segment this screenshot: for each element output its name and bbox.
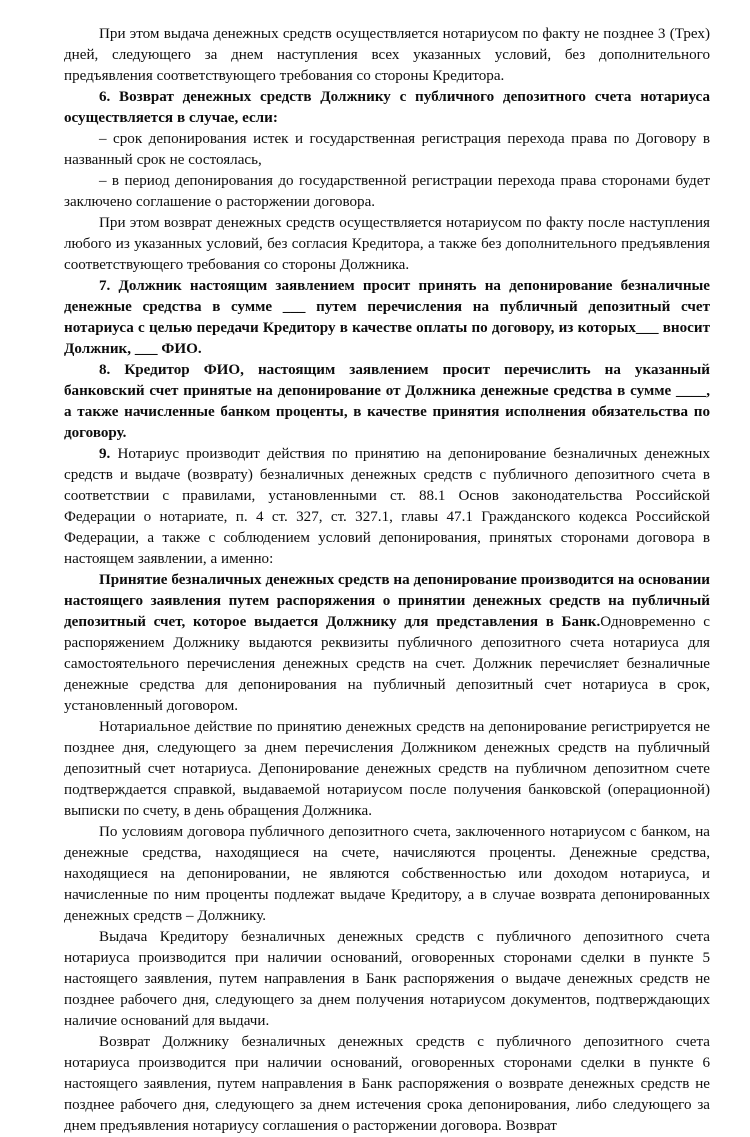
- p-6-heading-run-0: 6. Возврат денежных средств Должнику с публичного депозитного счета нотариуса осуществляется в случае, если:: [64, 89, 710, 126]
- p-6-return: [64, 213, 710, 276]
- p-registration: [64, 717, 710, 822]
- p-9: [64, 444, 710, 570]
- p-6-cond-1-run-0: – срок депонирования истек и государственная регистрация перехода права по Договору в названный срок не состоялась,: [64, 131, 710, 168]
- p-8: [64, 360, 710, 444]
- p-7-run-0: 7. Должник настоящим заявлением просит принять на депонирование безналичные денежные средства в сумме ___ путем перечисления на публичный депозитный счет нотариуса с целью передачи Кредитору в качестве оплаты по договору, из которых___ вносит Должник, ___ ФИО.: [64, 278, 710, 357]
- p-9-run-1: Нотариус производит действия по принятию на депонирование безналичных денежных средств и выдаче (возврату) безналичных денежных средств с публичного депозитного счета в соответствии с правилами, установленными ст. 88.1 Основ законодательства Российской Федерации о нотариате, п. 4 ст. 327, ст. 327.1, главы 47.1 Гражданского кодекса Российской Федерации, а также с соблюдением условий депонирования, принятых сторонами договора в настоящем заявлении, а именно:: [64, 446, 710, 567]
- p-8-run-0: 8. Кредитор ФИО, настоящим заявлением просит перечислить на указанный банковский счет принятые на депонирование от Должника денежные средства в сумме ____, а также начисленные банком проценты, в качестве принятия исполнения обязательства по договору.: [64, 362, 710, 441]
- p-intro-issue-run-0: При этом выдача денежных средств осуществляется нотариусом по факту не позднее 3 (Трех) дней, следующего за днем наступления всех указанных условий, без дополнительного предъявления соответствующего требования со стороны Кредитора.: [64, 26, 710, 84]
- p-acceptance: [64, 570, 710, 717]
- p-6-cond-2: [64, 171, 710, 213]
- p-6-cond-1: [64, 129, 710, 171]
- p-interest-run-0: По условиям договора публичного депозитного счета, заключенного нотариусом с банком, на денежные средства, находящиеся на счете, начисляются проценты. Денежные средства, находящиеся на депонировании, не являются собственностью или доходом нотариуса, и начисленные по ним проценты подлежат выдаче Кредитору, а в случае возврата депонированных денежных средств – Должнику.: [64, 824, 710, 924]
- p-registration-run-0: Нотариальное действие по принятию денежных средств на депонирование регистрируется не позднее дня, следующего за днем перечисления Должником денежных средств на публичный депозитный счет нотариуса. Депонирование денежных средств на публичном депозитном счете подтверждается справкой, выдаваемой нотариусом после получения банковской (операционной) выписки по счету, в день обращения Должника.: [64, 719, 710, 819]
- p-payout-run-0: Выдача Кредитору безналичных денежных средств с публичного депозитного счета нотариуса производится при наличии оснований, оговоренных сторонами сделки в пункте 5 настоящего заявления, путем направления в Банк распоряжения о выдаче денежных средств не позднее рабочего дня, следующего за днем получения нотариусом документов, подтверждающих наличие оснований для выдачи.: [64, 929, 710, 1029]
- p-7: [64, 276, 710, 360]
- document-body: [64, 24, 710, 1137]
- p-acceptance-run-0: Принятие безналичных денежных средств на депонирование производится на основании настоящего заявления путем распоряжения о принятии денежных средств на публичный депозитный счет, которое выдается Должнику для представления в Банк.: [64, 572, 710, 630]
- p-refund-run-0: Возврат Должнику безналичных денежных средств с публичного депозитного счета нотариуса производится при наличии оснований, оговоренных сторонами сделки в пункте 6 настоящего заявления, путем направления в Банк распоряжения о возврате денежных средств не позднее рабочего дня, следующего за днем истечения срока депонирования, либо следующего за днем предъявления нотариусу соглашения о расторжении договора. Возврат: [64, 1034, 710, 1134]
- p-6-return-run-0: При этом возврат денежных средств осуществляется нотариусом по факту после наступления любого из указанных условий, без согласия Кредитора, а также без дополнительного предъявления соответствующего требования со стороны Должника.: [64, 215, 710, 273]
- p-acceptance-run-1: Одновременно с распоряжением Должнику выдаются реквизиты публичного депозитного счета нотариуса для самостоятельного перечисления денежных средств на счет. Должник перечисляет безналичные денежные средства для депонирования на публичный депозитный счет нотариуса в срок, установленный договором.: [64, 614, 710, 714]
- p-9-run-0: 9.: [99, 446, 111, 462]
- p-6-cond-2-run-0: – в период депонирования до государственной регистрации перехода права сторонами будет заключено соглашение о расторжении договора.: [64, 173, 710, 210]
- p-payout: [64, 927, 710, 1032]
- p-interest: [64, 822, 710, 927]
- p-intro-issue: [64, 24, 710, 87]
- p-6-heading: [64, 87, 710, 129]
